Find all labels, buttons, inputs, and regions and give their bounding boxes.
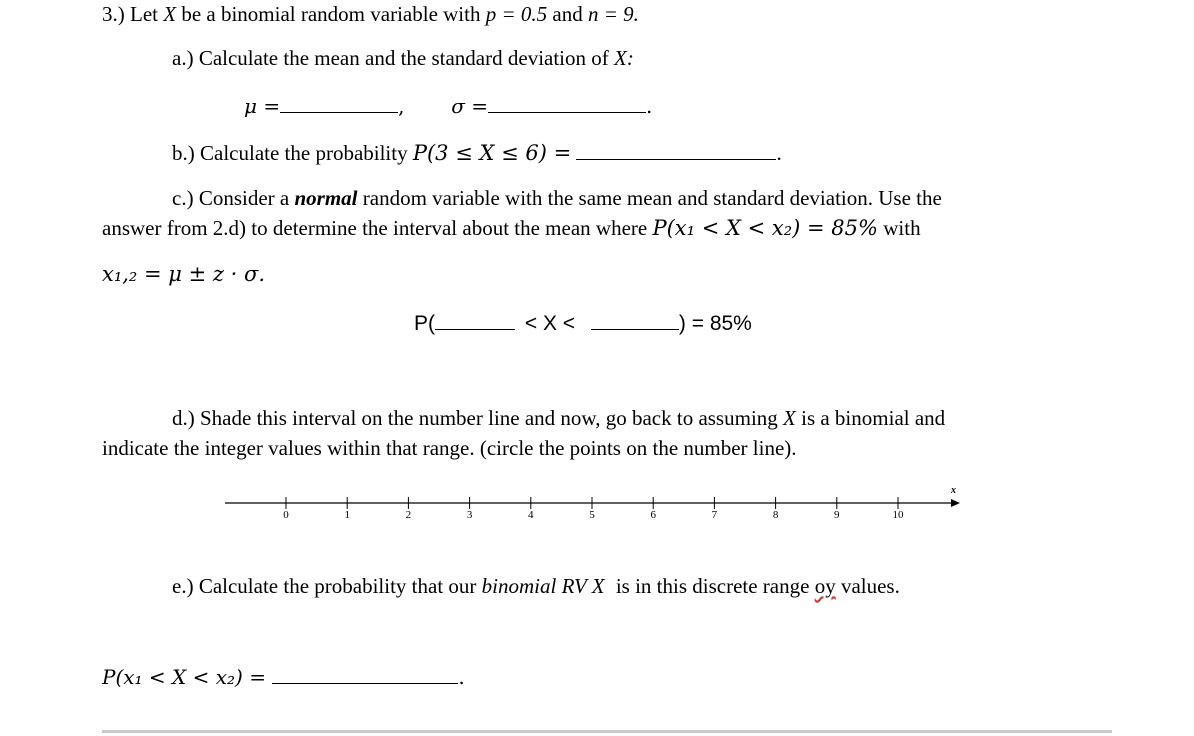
- part-a-prompt: [172, 48, 634, 69]
- number-line-axis-label: x: [951, 485, 956, 496]
- part-c-text-post: random variable with the same mean and standard deviation. Use the: [362, 186, 942, 210]
- tick-label-5: 5: [589, 509, 595, 521]
- problem-number: 3.): [102, 2, 125, 26]
- intro-mid: be a binomial random variable with: [181, 2, 481, 26]
- mu-comma: ,: [398, 94, 405, 118]
- part-c-line2-post: with: [883, 216, 921, 240]
- tick-label-4: 4: [528, 509, 534, 521]
- tick-label-8: 8: [772, 509, 779, 521]
- variable-x: X: [163, 2, 177, 26]
- part-a-text: Calculate the mean and the standard deviation of: [198, 46, 609, 70]
- part-b-label: b.): [172, 141, 195, 165]
- tick-label-6: 6: [650, 509, 656, 521]
- part-a-answers: [244, 96, 652, 116]
- part-e-text-end: values.: [840, 574, 900, 598]
- interval-statement: [414, 313, 752, 334]
- part-e-answer: [102, 667, 465, 687]
- part-b-period: .: [776, 141, 782, 165]
- part-b-prompt: [172, 143, 782, 164]
- tick-label-9: 9: [834, 509, 840, 521]
- interval-right-blank[interactable]: [591, 328, 679, 330]
- part-c-bold-word: normal: [294, 186, 358, 210]
- part-d-line1-end: is a binomial and: [801, 406, 946, 430]
- part-e-label: e.): [172, 574, 194, 598]
- interval-end: ) = 85%: [678, 312, 752, 335]
- part-c-line2-pre: answer from 2.d) to determine the interval about the mean where: [102, 216, 648, 240]
- intro-pre: Let: [130, 2, 158, 26]
- p-equation: p = 0.5: [485, 2, 548, 26]
- sigma-blank[interactable]: [488, 111, 646, 113]
- tick-label-0: 0: [283, 509, 289, 521]
- number-line[interactable]: [220, 480, 970, 525]
- part-c-line2-expr: P(x₁ < X < x₂) = 85%: [652, 216, 878, 240]
- number-line-ticks: [283, 497, 904, 521]
- part-d-line2: indicate the integer values within that range. (circle the points on the number line).: [102, 436, 797, 460]
- part-e-period: .: [458, 665, 465, 689]
- part-b-expr: P(3 ≤ X ≤ 6) =: [412, 141, 572, 165]
- part-a-label: a.): [172, 46, 194, 70]
- part-c-label: c.): [172, 186, 194, 210]
- part-e-blank[interactable]: [272, 682, 458, 684]
- part-e-typo-word: oy: [814, 574, 836, 598]
- part-d-line1-text: Shade this interval on the number line and now, go back to assuming: [200, 406, 778, 430]
- number-line-arrow: [951, 499, 960, 507]
- part-e-text-mid: is in this discrete range: [615, 574, 810, 598]
- part-e-italic: binomial RV X: [481, 574, 605, 598]
- tick-label-10: 10: [892, 509, 904, 521]
- part-d-line1: [172, 408, 945, 429]
- part-c-text-pre: Consider a: [198, 186, 290, 210]
- part-c-line2: [102, 218, 921, 239]
- mu-label: μ =: [244, 94, 281, 118]
- interval-left-blank[interactable]: [435, 328, 515, 330]
- part-a-var: X:: [614, 46, 634, 70]
- n-equation: n = 9.: [587, 2, 639, 26]
- bottom-rule: [102, 730, 1112, 733]
- tick-label-7: 7: [711, 509, 718, 521]
- sigma-label: σ =: [451, 94, 488, 118]
- part-e-prompt: [172, 576, 900, 597]
- part-b-blank[interactable]: [576, 158, 776, 160]
- problem-statement: [102, 4, 639, 25]
- mu-blank[interactable]: [280, 111, 398, 113]
- interval-p: P(: [414, 312, 435, 335]
- sigma-period: .: [645, 94, 653, 118]
- part-c-line1: [172, 188, 942, 209]
- part-e-text-pre: Calculate the probability that our: [198, 574, 477, 598]
- tick-label-1: 1: [344, 509, 350, 521]
- part-c-formula: x₁,₂ = μ ± z · σ.: [102, 262, 265, 286]
- tick-label-3: 3: [466, 509, 473, 521]
- and-word: and: [552, 2, 583, 26]
- part-e-expr: P(x₁ < X < x₂) =: [102, 665, 266, 689]
- tick-label-2: 2: [405, 509, 412, 521]
- interval-mid: < X <: [524, 312, 576, 335]
- part-d-label: d.): [172, 406, 195, 430]
- part-b-text: Calculate the probability: [200, 141, 408, 165]
- part-d-var: X: [783, 406, 796, 430]
